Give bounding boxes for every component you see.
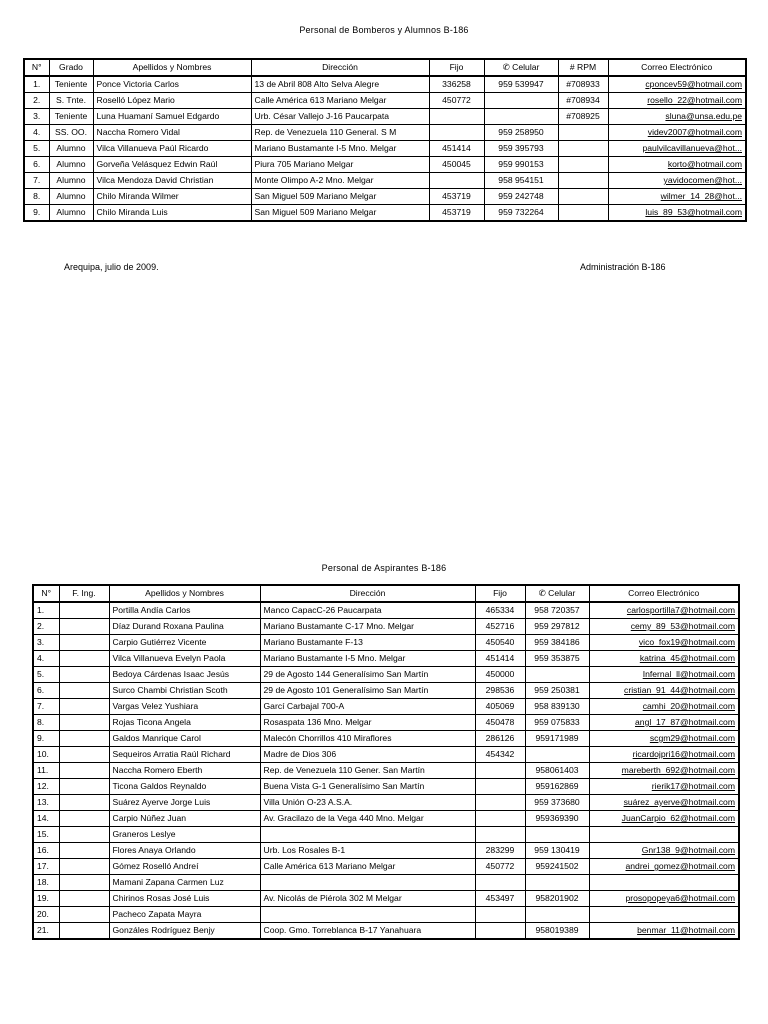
cell-address: [260, 827, 475, 843]
cell-phone: 451414: [475, 651, 525, 667]
cell-rpm: [558, 141, 608, 157]
cell-name: Gómez Roselló Andreí: [109, 859, 260, 875]
cell-cellphone: 959 258950: [484, 125, 558, 141]
cell-address: Rosaspata 136 Mno. Melgar: [260, 715, 475, 731]
cell-phone: [429, 109, 484, 125]
email-link[interactable]: Gnr138_9@hotmail.com: [641, 845, 735, 855]
col-header-address: Dirección: [251, 59, 429, 76]
cell-number: 11.: [33, 763, 59, 779]
cell-phone: [475, 827, 525, 843]
cell-address: Manco CapacC-26 Paucarpata: [260, 602, 475, 619]
cell-email[interactable]: [589, 891, 739, 907]
cell-grade: SS. OO.: [49, 125, 93, 141]
table-row: [24, 205, 746, 222]
cell-phone: 405069: [475, 699, 525, 715]
cell-phone: 450540: [475, 635, 525, 651]
cell-grade: Teniente: [49, 76, 93, 93]
cell-number: 17.: [33, 859, 59, 875]
cell-number: 12.: [33, 779, 59, 795]
cell-rpm: [558, 125, 608, 141]
cell-address: Rep. de Venezuela 110 General. S M: [251, 125, 429, 141]
cell-phone: 453719: [429, 189, 484, 205]
cell-number: 15.: [33, 827, 59, 843]
cell-number: 21.: [33, 923, 59, 940]
cell-name: Ticona Galdos Reynaldo: [109, 779, 260, 795]
cell-name: Carpio Núñez Juan: [109, 811, 260, 827]
cell-address: [260, 907, 475, 923]
cell-phone: [475, 763, 525, 779]
email-link[interactable]: luis_89_53@hotmail.com: [645, 207, 742, 217]
col-header-name: Apellidos y Nombres: [109, 585, 260, 602]
cell-number: 20.: [33, 907, 59, 923]
cell-number: 10.: [33, 747, 59, 763]
cell-email[interactable]: [589, 715, 739, 731]
cell-email[interactable]: [589, 827, 739, 843]
cell-name: Vilca Villanueva Evelyn Paola: [109, 651, 260, 667]
col-header-phone: Fijo: [475, 585, 525, 602]
cell-number: 4.: [33, 651, 59, 667]
table-row: [33, 619, 739, 635]
cell-entry-date: [59, 843, 109, 859]
cell-email[interactable]: [589, 779, 739, 795]
cell-cellphone: 958201902: [525, 891, 589, 907]
cell-entry-date: [59, 731, 109, 747]
email-link[interactable]: prosopopeya6@hotmail.com: [625, 893, 735, 903]
cell-phone: 450772: [429, 93, 484, 109]
cell-email[interactable]: [589, 683, 739, 699]
cell-grade: Teniente: [49, 109, 93, 125]
cell-address: Piura 705 Mariano Melgar: [251, 157, 429, 173]
table-row: [33, 843, 739, 859]
table-row: [24, 76, 746, 93]
cell-phone: [429, 125, 484, 141]
cell-email[interactable]: [589, 667, 739, 683]
cell-entry-date: [59, 619, 109, 635]
cell-cellphone: 959 384186: [525, 635, 589, 651]
firefighters-table: [23, 58, 747, 222]
cell-address: Mariano Bustamante I-5 Mno. Melgar: [251, 141, 429, 157]
email-link[interactable]: cemy_89_53@hotmail.com: [630, 621, 735, 631]
cell-entry-date: [59, 699, 109, 715]
cell-email[interactable]: [589, 859, 739, 875]
cell-entry-date: [59, 875, 109, 891]
cell-email[interactable]: [608, 141, 746, 157]
cell-cellphone: 959 353875: [525, 651, 589, 667]
cell-phone: 452716: [475, 619, 525, 635]
cell-name: Chirinos Rosas José Luis: [109, 891, 260, 907]
col-header-rpm: # RPM: [558, 59, 608, 76]
col-header-phone: Fijo: [429, 59, 484, 76]
email-link[interactable]: videv2007@hotmail.com: [647, 127, 742, 137]
cell-rpm: [558, 189, 608, 205]
cell-entry-date: [59, 923, 109, 940]
cell-address: Madre de Dios 306: [260, 747, 475, 763]
cell-entry-date: [59, 763, 109, 779]
cell-entry-date: [59, 667, 109, 683]
col-header-address: Dirección: [260, 585, 475, 602]
cell-phone: [475, 875, 525, 891]
cell-email[interactable]: [589, 843, 739, 859]
table-row: [33, 923, 739, 940]
table2-title: Personal de Aspirantes B-186: [321, 563, 447, 573]
email-link[interactable]: vico_fox19@hotmail.com: [638, 637, 735, 647]
cell-email[interactable]: [589, 651, 739, 667]
cell-number: 19.: [33, 891, 59, 907]
cell-cellphone: 958061403: [525, 763, 589, 779]
cell-name: Chilo Miranda Luis: [93, 205, 251, 222]
cell-email[interactable]: [589, 699, 739, 715]
email-link[interactable]: cristian_91_44@hotmail.com: [624, 685, 735, 695]
cell-email[interactable]: [589, 795, 739, 811]
cell-email[interactable]: [589, 635, 739, 651]
cell-name: Vilca Villanueva Paúl Ricardo: [93, 141, 251, 157]
cell-name: Suárez Ayerve Jorge Luis: [109, 795, 260, 811]
cell-grade: Alumno: [49, 141, 93, 157]
cell-number: 16.: [33, 843, 59, 859]
cell-address: Coop. Gmo. Torreblanca B-17 Yanahuara: [260, 923, 475, 940]
cell-phone: 465334: [475, 602, 525, 619]
table-row: [33, 859, 739, 875]
cell-rpm: [558, 205, 608, 222]
cell-number: 8.: [24, 189, 49, 205]
table-row: [33, 667, 739, 683]
email-link[interactable]: korto@hotmail.com: [667, 159, 742, 169]
cell-address: San Miguel 509 Mariano Melgar: [251, 205, 429, 222]
table-row: [24, 109, 746, 125]
table-row: [33, 747, 739, 763]
cell-email[interactable]: [608, 109, 746, 125]
table-row: [33, 763, 739, 779]
cell-address: Garcí Carbajal 700-A: [260, 699, 475, 715]
cell-number: 6.: [24, 157, 49, 173]
cell-phone: 450772: [475, 859, 525, 875]
col-header-number: N°: [33, 585, 59, 602]
cell-address: 13 de Abril 808 Alto Selva Alegre: [251, 76, 429, 93]
table-row: [33, 683, 739, 699]
cell-email[interactable]: [589, 923, 739, 940]
cell-entry-date: [59, 859, 109, 875]
cell-name: Díaz Durand Roxana Paulina: [109, 619, 260, 635]
table1-header-row: [24, 59, 746, 76]
cell-entry-date: [59, 683, 109, 699]
cell-cellphone: 959241502: [525, 859, 589, 875]
email-link[interactable]: Infernal_ll@hotmail.com: [642, 669, 735, 679]
email-link[interactable]: rosello_22@hotmail.com: [647, 95, 742, 105]
cell-email[interactable]: [608, 173, 746, 189]
cell-rpm: #708933: [558, 76, 608, 93]
cell-email[interactable]: [608, 93, 746, 109]
cell-name: Ponce Victoria Carlos: [93, 76, 251, 93]
table-row: [33, 811, 739, 827]
cell-name: Roselló López Mario: [93, 93, 251, 109]
table-row: [24, 157, 746, 173]
cell-name: Gonzáles Rodríguez Benjy: [109, 923, 260, 940]
cell-address: Urb. César Vallejo J-16 Paucarpata: [251, 109, 429, 125]
cell-address: Mariano Bustamante I-5 Mno. Melgar: [260, 651, 475, 667]
table-row: [33, 699, 739, 715]
col-header-name: Apellidos y Nombres: [93, 59, 251, 76]
cell-cellphone: 959 242748: [484, 189, 558, 205]
cell-cellphone: 959 075833: [525, 715, 589, 731]
cell-name: Sequeiros Arratia Raúl Richard: [109, 747, 260, 763]
cell-entry-date: [59, 602, 109, 619]
cell-name: Portilla Andía Carlos: [109, 602, 260, 619]
cell-cellphone: 959 373680: [525, 795, 589, 811]
cell-email[interactable]: [608, 205, 746, 222]
cell-address: Malecón Chorrillos 410 Miraflores: [260, 731, 475, 747]
cell-number: 1.: [24, 76, 49, 93]
col-header-number: N°: [24, 59, 49, 76]
cell-phone: [475, 779, 525, 795]
cell-number: 5.: [33, 667, 59, 683]
cell-address: Av. Nicolás de Piérola 302 M Melgar: [260, 891, 475, 907]
cell-grade: S. Tnte.: [49, 93, 93, 109]
table-row: [33, 779, 739, 795]
cell-entry-date: [59, 891, 109, 907]
cell-email[interactable]: [589, 907, 739, 923]
cell-cellphone: [525, 827, 589, 843]
email-link[interactable]: wilmer_14_28@hot...: [660, 191, 742, 201]
table2-header-row: [33, 585, 739, 602]
cell-cellphone: 959162869: [525, 779, 589, 795]
cell-cellphone: 958 839130: [525, 699, 589, 715]
cell-number: 13.: [33, 795, 59, 811]
cell-cellphone: 959369390: [525, 811, 589, 827]
cell-name: Graneros Leslye: [109, 827, 260, 843]
cell-phone: 451414: [429, 141, 484, 157]
cell-entry-date: [59, 907, 109, 923]
cell-email[interactable]: [608, 76, 746, 93]
cell-phone: 453497: [475, 891, 525, 907]
cell-address: Calle América 613 Mariano Melgar: [251, 93, 429, 109]
cell-cellphone: 959171989: [525, 731, 589, 747]
cell-address: Buena Vista G-1 Generalísimo San Martín: [260, 779, 475, 795]
cell-email[interactable]: [608, 189, 746, 205]
cell-name: Vilca Mendoza David Christian: [93, 173, 251, 189]
table-row: [33, 907, 739, 923]
cell-entry-date: [59, 651, 109, 667]
cell-phone: 453719: [429, 205, 484, 222]
cell-number: 9.: [24, 205, 49, 222]
cell-address: Monte Olimpo A-2 Mno. Melgar: [251, 173, 429, 189]
applicants-table: [32, 584, 740, 940]
cell-email[interactable]: [589, 619, 739, 635]
table-row: [33, 602, 739, 619]
cell-address: Av. Gracilazo de la Vega 440 Mno. Melgar: [260, 811, 475, 827]
col-header-email: Correo Electrónico: [608, 59, 746, 76]
table-row: [33, 827, 739, 843]
cell-number: 2.: [24, 93, 49, 109]
cell-cellphone: [525, 875, 589, 891]
cell-name: Bedoya Cárdenas Isaac Jesús: [109, 667, 260, 683]
cell-cellphone: 959 250381: [525, 683, 589, 699]
place-date: Arequipa, julio de 2009.: [64, 262, 159, 272]
cell-name: Gorveña Velásquez Edwin Raúl: [93, 157, 251, 173]
cell-address: Rep. de Venezuela 110 Gener. San Martín: [260, 763, 475, 779]
cell-cellphone: 959 990153: [484, 157, 558, 173]
cell-cellphone: [525, 907, 589, 923]
cell-phone: [475, 811, 525, 827]
cell-phone: [475, 795, 525, 811]
table-row: [24, 125, 746, 141]
cell-number: 7.: [24, 173, 49, 189]
email-link[interactable]: mareberth_692@hotmail.com: [621, 765, 735, 775]
cell-number: 2.: [33, 619, 59, 635]
cell-address: [260, 875, 475, 891]
cell-email[interactable]: [608, 125, 746, 141]
cell-number: 1.: [33, 602, 59, 619]
cell-name: Naccha Romero Vidal: [93, 125, 251, 141]
cell-phone: 286126: [475, 731, 525, 747]
email-link[interactable]: cponcev59@hotmail.com: [645, 79, 742, 89]
cell-name: Galdos Manrique Carol: [109, 731, 260, 747]
cell-number: 8.: [33, 715, 59, 731]
email-link[interactable]: rierik17@hotmail.com: [651, 781, 735, 791]
table-row: [24, 189, 746, 205]
cell-address: Mariano Bustamante C-17 Mno. Melgar: [260, 619, 475, 635]
cell-cellphone: [484, 93, 558, 109]
email-link[interactable]: carlosportilla7@hotmail.com: [626, 605, 735, 615]
table-row: [33, 795, 739, 811]
table-row: [24, 173, 746, 189]
cell-email[interactable]: [608, 157, 746, 173]
email-link[interactable]: suárez_ayerve@hotmail.com: [623, 797, 735, 807]
cell-cellphone: 959 297812: [525, 619, 589, 635]
table-row: [33, 731, 739, 747]
col-header-cell: ✆ Celular: [484, 59, 558, 76]
cell-number: 7.: [33, 699, 59, 715]
cell-rpm: #708925: [558, 109, 608, 125]
cell-name: Vargas Velez Yushiara: [109, 699, 260, 715]
email-link[interactable]: benmar_11@hotmail.com: [637, 925, 735, 935]
cell-phone: [475, 923, 525, 940]
cell-address: Villa Unión O-23 A.S.A.: [260, 795, 475, 811]
table1-title: Personal de Bomberos y Alumnos B-186: [299, 25, 469, 35]
cell-cellphone: 958 954151: [484, 173, 558, 189]
table-row: [33, 875, 739, 891]
cell-name: Naccha Romero Eberth: [109, 763, 260, 779]
email-link[interactable]: camhi_20@hotmail.com: [642, 701, 735, 711]
email-link[interactable]: yavidocomen@hot...: [663, 175, 742, 185]
cell-name: Pacheco Zapata Mayra: [109, 907, 260, 923]
email-link[interactable]: scgm29@hotmail.com: [649, 733, 735, 743]
cell-address: Urb. Los Rosales B-1: [260, 843, 475, 859]
cell-address: Calle América 613 Mariano Melgar: [260, 859, 475, 875]
cell-cellphone: 958019389: [525, 923, 589, 940]
cell-email[interactable]: [589, 875, 739, 891]
cell-rpm: [558, 157, 608, 173]
cell-name: Mamani Zapana Carmen Luz: [109, 875, 260, 891]
cell-cellphone: [525, 667, 589, 683]
cell-name: Luna Huamaní Samuel Edgardo: [93, 109, 251, 125]
cell-phone: [429, 173, 484, 189]
cell-cellphone: 959 732264: [484, 205, 558, 222]
table-row: [33, 651, 739, 667]
cell-entry-date: [59, 715, 109, 731]
email-link[interactable]: sluna@unsa.edu.pe: [665, 111, 742, 121]
cell-phone: 283299: [475, 843, 525, 859]
email-link[interactable]: ricardojpri16@hotmail.com: [632, 749, 735, 759]
cell-cellphone: 959 539947: [484, 76, 558, 93]
cell-number: 9.: [33, 731, 59, 747]
table-row: [33, 891, 739, 907]
col-header-cell: ✆ Celular: [525, 585, 589, 602]
cell-entry-date: [59, 811, 109, 827]
cell-number: 18.: [33, 875, 59, 891]
cell-phone: 336258: [429, 76, 484, 93]
cell-address: San Miguel 509 Mariano Melgar: [251, 189, 429, 205]
cell-phone: 454342: [475, 747, 525, 763]
cell-grade: Alumno: [49, 157, 93, 173]
cell-email[interactable]: [589, 602, 739, 619]
cell-rpm: #708934: [558, 93, 608, 109]
cell-name: Chilo Miranda Wilmer: [93, 189, 251, 205]
table-row: [24, 141, 746, 157]
cell-cellphone: 959 130419: [525, 843, 589, 859]
table-row: [24, 93, 746, 109]
col-header-entry-date: F. Ing.: [59, 585, 109, 602]
cell-number: 3.: [33, 635, 59, 651]
cell-phone: 298536: [475, 683, 525, 699]
email-link[interactable]: angl_17_87@hotmail.com: [635, 717, 735, 727]
cell-entry-date: [59, 747, 109, 763]
cell-email[interactable]: [589, 747, 739, 763]
cell-phone: [475, 907, 525, 923]
cell-entry-date: [59, 779, 109, 795]
email-link[interactable]: katrina_45@hotmail.com: [639, 653, 735, 663]
cell-email[interactable]: [589, 731, 739, 747]
cell-grade: Alumno: [49, 173, 93, 189]
cell-number: 5.: [24, 141, 49, 157]
cell-phone: 450045: [429, 157, 484, 173]
cell-address: 29 de Agosto 101 Generalísimo San Martín: [260, 683, 475, 699]
cell-grade: Alumno: [49, 205, 93, 222]
cell-name: Surco Chambi Christian Scoth: [109, 683, 260, 699]
col-header-grade: Grado: [49, 59, 93, 76]
cell-cellphone: [484, 109, 558, 125]
cell-cellphone: 958 720357: [525, 602, 589, 619]
email-link[interactable]: paulvilcavillanueva@hot...: [642, 143, 742, 153]
email-link[interactable]: andrei_gomez@hotmail.com: [625, 861, 735, 871]
cell-address: 29 de Agosto 144 Generalísimo San Martín: [260, 667, 475, 683]
cell-email[interactable]: [589, 763, 739, 779]
cell-phone: 450000: [475, 667, 525, 683]
cell-cellphone: [525, 747, 589, 763]
cell-grade: Alumno: [49, 189, 93, 205]
cell-entry-date: [59, 795, 109, 811]
cell-phone: 450478: [475, 715, 525, 731]
cell-email[interactable]: [589, 811, 739, 827]
table-row: [33, 635, 739, 651]
table-row: [33, 715, 739, 731]
cell-rpm: [558, 173, 608, 189]
administration-signature: Administración B-186: [580, 262, 666, 272]
cell-address: Mariano Bustamante F-13: [260, 635, 475, 651]
col-header-email: Correo Electrónico: [589, 585, 739, 602]
cell-name: Flores Anaya Orlando: [109, 843, 260, 859]
cell-number: 6.: [33, 683, 59, 699]
email-link[interactable]: JuanCarpio_62@hotmail.com: [621, 813, 735, 823]
cell-entry-date: [59, 827, 109, 843]
cell-number: 4.: [24, 125, 49, 141]
cell-entry-date: [59, 635, 109, 651]
cell-name: Carpio Gutiérrez Vicente: [109, 635, 260, 651]
cell-name: Rojas Ticona Angela: [109, 715, 260, 731]
cell-number: 3.: [24, 109, 49, 125]
cell-number: 14.: [33, 811, 59, 827]
cell-cellphone: 959 395793: [484, 141, 558, 157]
